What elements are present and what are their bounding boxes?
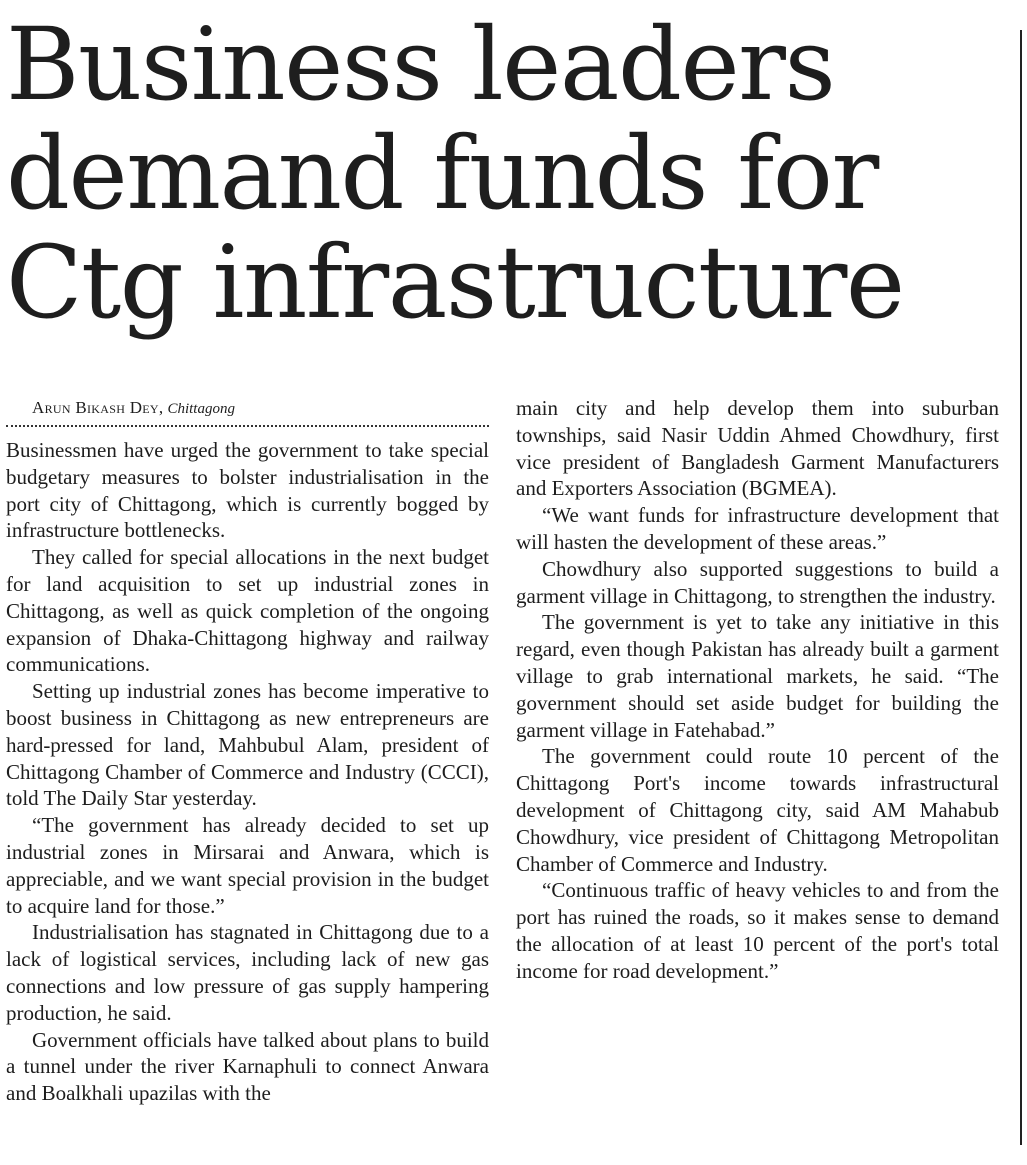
byline-location: Chittagong (167, 401, 235, 417)
byline-divider (6, 425, 489, 427)
paragraph: “The government has already decided to set up industrial zones in Mirsarai and Anwara, which is appreciable, and we want special provision in the budget to acquire land for those.” (6, 813, 489, 918)
headline-line-3: Ctg infrastructure (6, 224, 904, 341)
paragraph: “Continuous traffic of heavy vehicles to and from the port has ruined the roads, so it makes sense to demand the allocation of at least 10 percent of the port's total income for road development.” (516, 878, 999, 983)
article-column-left (6, 395, 489, 1107)
headline (6, 6, 996, 341)
paragraph: The government could route 10 percent of the Chittagong Port's income towards infrastructural development of Chittagong city, said AM Mahabub Chowdhury, vice president of Chittagong Metropolitan Chamber of Commerce and Industry. (516, 744, 999, 876)
column-rule (1020, 30, 1022, 1145)
paragraph: Government officials have talked about plans to build a tunnel under the river Karnaphuli to connect Anwara and Boalkhali upazilas with the (6, 1027, 489, 1106)
paragraph: Chowdhury also supported suggestions to build a garment village in Chittagong, to strengthen the industry. (516, 556, 999, 608)
paragraph: main city and help develop them into suburban townships, said Nasir Uddin Ahmed Chowdhury, first vice president of Bangladesh Garment Manufacturers and Exporters Association (BGMEA). (516, 396, 999, 501)
byline (6, 395, 489, 422)
headline-line-2: demand funds for (6, 115, 878, 232)
paragraph: Industrialisation has stagnated in Chittagong due to a lack of logistical services, including lack of new gas connections and low pressure of gas supply hampering production, he said. (6, 920, 489, 1025)
paragraph: “We want funds for infrastructure development that will hasten the development of these areas.” (516, 503, 999, 554)
paragraph: Businessmen have urged the government to take special budgetary measures to bolster industrialisation in the port city of Chittagong, which is currently bogged by infrastructure bottlenecks. (6, 438, 489, 543)
article-column-right (516, 395, 999, 985)
paragraph: They called for special allocations in the next budget for land acquisition to set up industrial zones in Chittagong, as well as quick completion of the ongoing expansion of Dhaka-Chittagong highway and railway communications. (6, 545, 489, 677)
headline-line-1: Business leaders (6, 6, 835, 123)
byline-author: Arun Bikash Dey, (32, 398, 164, 417)
paragraph: Setting up industrial zones has become imperative to boost business in Chittagong as new entrepreneurs are hard-pressed for land, Mahbubul Alam, president of Chittagong Chamber of Commerce and Industry (CCCI), told The Daily Star yesterday. (6, 679, 489, 811)
paragraph: The government is yet to take any initiative in this regard, even though Pakistan has already built a garment village to grab international markets, he said. “The government should set aside budget for building the garment village in Fatehabad.” (516, 610, 999, 742)
